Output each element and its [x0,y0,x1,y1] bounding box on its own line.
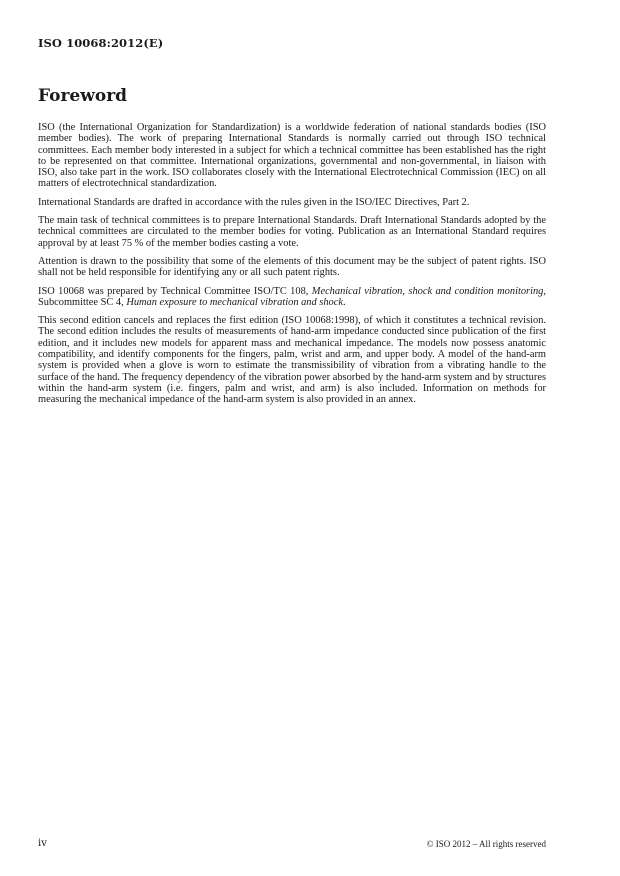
paragraph-committee-task: The main task of technical committees is to prepare International Standards. Draft International Standards adopted by the technical committees are circulated to the member bodies for voting. Publication as an International Standard requires approval by at least 75 % of the member bodies casting a vote. [38,215,546,249]
subcommittee-title: Human exposure to mechanical vibration and shock [126,296,343,308]
prepared-by-text: ISO 10068 was prepared by Technical Committee ISO/TC 108, [38,285,312,297]
foreword-body [38,122,546,413]
prepared-by-text-2: , Subcommittee SC 4, [38,285,546,308]
page-number: iv [38,838,47,849]
committee-title: Mechanical vibration, shock and condition monitoring [311,285,544,297]
paragraph-prepared-by [38,286,546,309]
copyright-notice: © ISO 2012 – All rights reserved [426,839,546,849]
paragraph-drafting-rules: International Standards are drafted in accordance with the rules given in the ISO/IEC Directives, Part 2. [38,196,470,208]
paragraph-iso-overview: ISO (the International Organization for Standardization) is a worldwide federation of national standards bodies (ISO member bodies). The work of preparing International Standards is normally carried out through ISO technical committees. Each member body interested in a subject for which a technical committee has been established has the right to be represented on that committee. International organizations, governmental and non-governmental, in liaison with ISO, also take part in the work. ISO collaborates closely with the International Electrotechnical Commission (IEC) on all matters of electrotechnical standardization. [38,122,546,190]
document-id-header: ISO 10068:2012(E) [38,36,164,50]
paragraph-edition-notice: This second edition cancels and replaces the first edition (ISO 10068:1998), of which it constitutes a technical revision. The second edition includes the results of measurements of hand-arm impedance conducted since publication of the first edition, and it includes new models for apparent mass and mechanical impedance. The models now possess anatomic compatibility, and identify components for the fingers, palm, wrist and arm, and upper body. A model of the hand-arm system is provided when a glove is worn to estimate the transmissibility of vibration from a vibrating handle to the surface of the hand. The frequency dependency of the vibration power absorbed by the hand-arm system and by structures within the hand-arm system (i.e. fingers, palm and wrist, and arm) is also included. Information on methods for measuring the mechanical impedance of the hand-arm system is also provided in an annex. [38,315,546,406]
prepared-by-text-3: . [342,296,346,308]
page-title: Foreword [38,86,128,106]
paragraph-patent-notice: Attention is drawn to the possibility that some of the elements of this document may be the subject of patent rights. ISO shall not be held responsible for identifying any or all such patent rights. [38,255,546,279]
